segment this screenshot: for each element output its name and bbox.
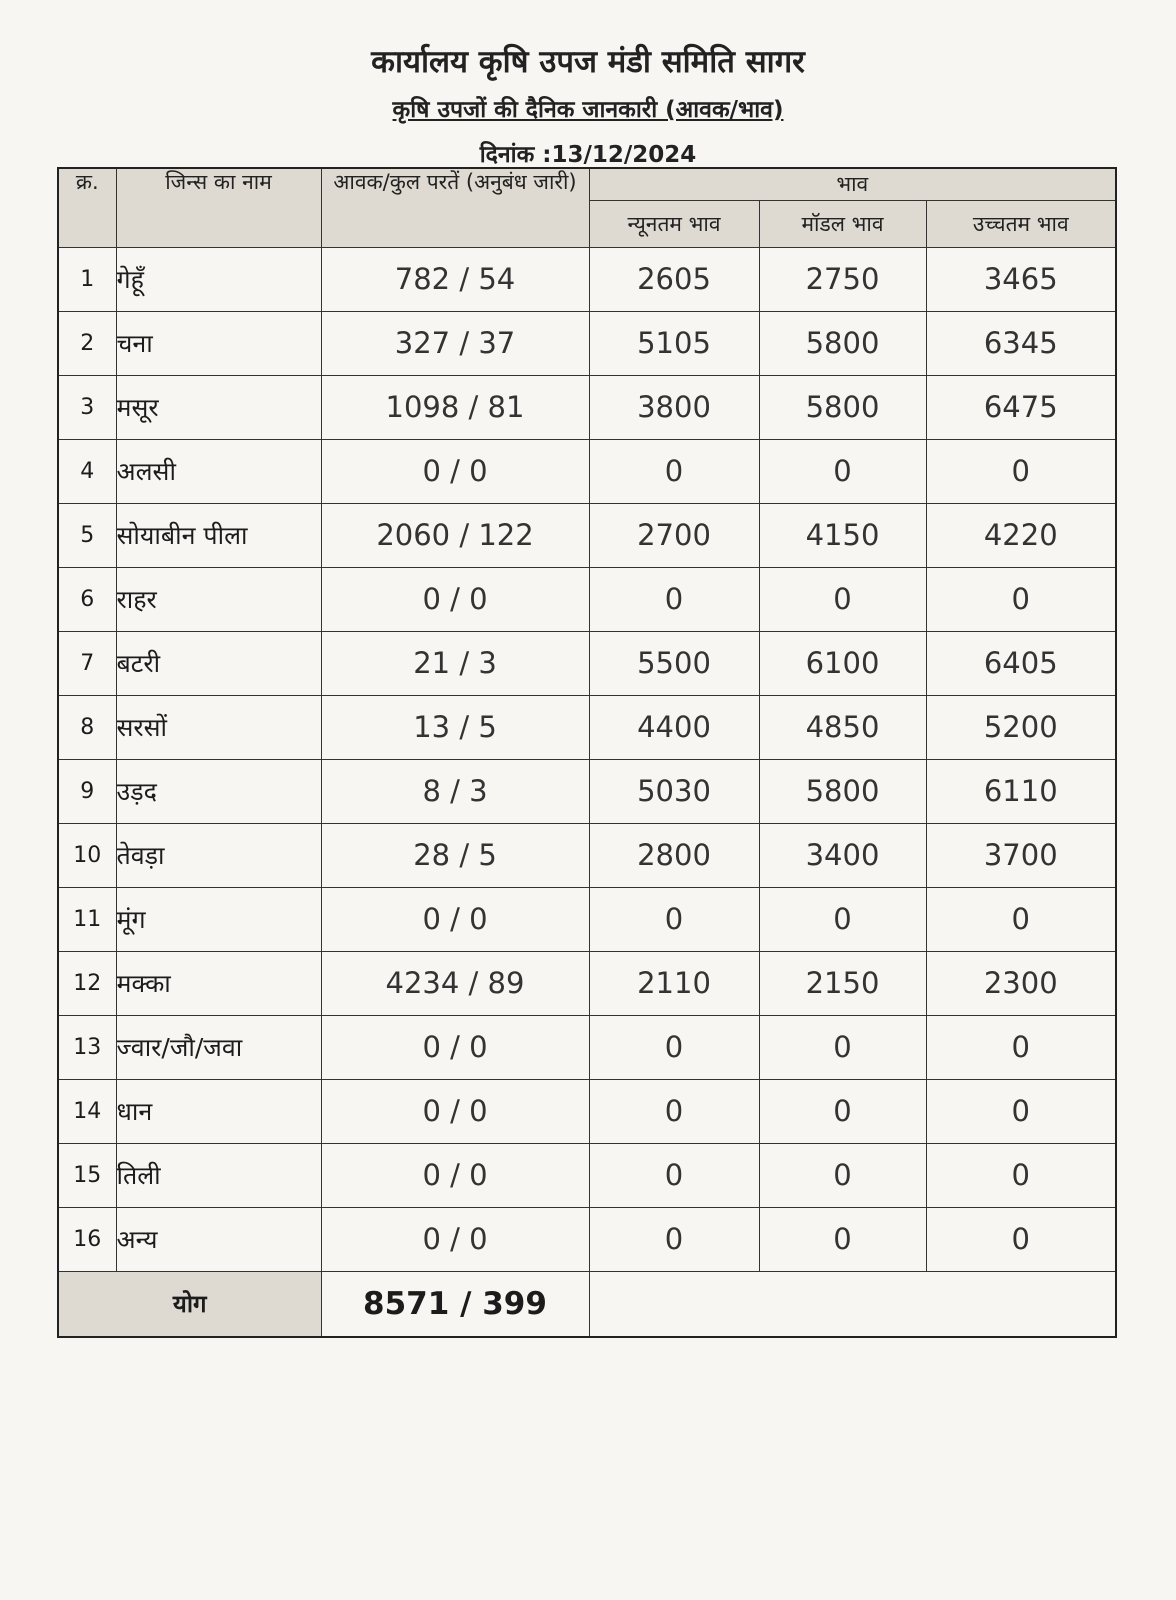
row-serial: 6 [58, 567, 116, 631]
row-arrival: 0 / 0 [321, 1143, 589, 1207]
row-max-price: 3700 [926, 823, 1116, 887]
row-modal-price: 0 [759, 1143, 926, 1207]
row-min-price: 2800 [589, 823, 759, 887]
row-serial: 10 [58, 823, 116, 887]
row-commodity-name: मक्का [116, 951, 321, 1015]
row-serial: 2 [58, 311, 116, 375]
row-commodity-name: गेहूँ [116, 247, 321, 311]
row-commodity-name: सरसों [116, 695, 321, 759]
table-row [58, 1079, 1116, 1143]
report-date: दिनांक :13/12/2024 [479, 142, 697, 168]
header-commodity: जिन्स का नाम [116, 168, 321, 247]
row-min-price: 0 [589, 567, 759, 631]
row-modal-price: 5800 [759, 311, 926, 375]
row-arrival: 0 / 0 [321, 1015, 589, 1079]
header-price-group: भाव [589, 168, 1116, 200]
table-row [58, 439, 1116, 503]
row-arrival: 4234 / 89 [321, 951, 589, 1015]
row-min-price: 2110 [589, 951, 759, 1015]
row-arrival: 2060 / 122 [321, 503, 589, 567]
row-arrival: 0 / 0 [321, 439, 589, 503]
row-max-price: 5200 [926, 695, 1116, 759]
row-arrival: 0 / 0 [321, 887, 589, 951]
row-arrival: 0 / 0 [321, 567, 589, 631]
total-arrival: 8571 / 399 [321, 1271, 589, 1337]
row-min-price: 0 [589, 1015, 759, 1079]
table-row [58, 823, 1116, 887]
row-min-price: 4400 [589, 695, 759, 759]
row-serial: 12 [58, 951, 116, 1015]
row-modal-price: 0 [759, 567, 926, 631]
row-commodity-name: मसूर [116, 375, 321, 439]
row-modal-price: 2750 [759, 247, 926, 311]
row-modal-price: 0 [759, 1207, 926, 1271]
header-serial: क्र. [58, 168, 116, 247]
total-label: योग [58, 1271, 321, 1337]
row-min-price: 5105 [589, 311, 759, 375]
row-max-price: 0 [926, 1143, 1116, 1207]
table-row [58, 567, 1116, 631]
row-min-price: 2605 [589, 247, 759, 311]
row-serial: 4 [58, 439, 116, 503]
row-max-price: 6345 [926, 311, 1116, 375]
total-blank-cell [589, 1271, 1116, 1337]
header-max-price: उच्चतम भाव [926, 200, 1116, 247]
row-max-price: 3465 [926, 247, 1116, 311]
row-commodity-name: बटरी [116, 631, 321, 695]
commodity-rates-table [57, 167, 1117, 1338]
row-commodity-name: धान [116, 1079, 321, 1143]
row-min-price: 2700 [589, 503, 759, 567]
row-serial: 13 [58, 1015, 116, 1079]
table-row [58, 951, 1116, 1015]
row-commodity-name: उड़द [116, 759, 321, 823]
row-commodity-name: राहर [116, 567, 321, 631]
row-serial: 9 [58, 759, 116, 823]
row-min-price: 0 [589, 1207, 759, 1271]
row-min-price: 0 [589, 439, 759, 503]
row-min-price: 5030 [589, 759, 759, 823]
row-modal-price: 5800 [759, 759, 926, 823]
table-row [58, 1143, 1116, 1207]
row-modal-price: 2150 [759, 951, 926, 1015]
table-row [58, 759, 1116, 823]
row-serial: 16 [58, 1207, 116, 1271]
row-min-price: 0 [589, 1143, 759, 1207]
row-max-price: 6405 [926, 631, 1116, 695]
total-row [58, 1271, 1116, 1337]
row-arrival: 1098 / 81 [321, 375, 589, 439]
row-modal-price: 4150 [759, 503, 926, 567]
row-modal-price: 0 [759, 1079, 926, 1143]
row-arrival: 0 / 0 [321, 1079, 589, 1143]
row-arrival: 13 / 5 [321, 695, 589, 759]
table-row [58, 247, 1116, 311]
row-max-price: 0 [926, 1015, 1116, 1079]
table-row [58, 631, 1116, 695]
row-serial: 5 [58, 503, 116, 567]
row-max-price: 0 [926, 567, 1116, 631]
row-serial: 11 [58, 887, 116, 951]
row-modal-price: 0 [759, 439, 926, 503]
row-commodity-name: सोयाबीन पीला [116, 503, 321, 567]
header-min-price: न्यूनतम भाव [589, 200, 759, 247]
row-arrival: 8 / 3 [321, 759, 589, 823]
table-row [58, 695, 1116, 759]
row-commodity-name: मूंग [116, 887, 321, 951]
table-row [58, 375, 1116, 439]
header-modal-price: मॉडल भाव [759, 200, 926, 247]
table-row [58, 311, 1116, 375]
row-modal-price: 4850 [759, 695, 926, 759]
row-commodity-name: तिली [116, 1143, 321, 1207]
row-max-price: 6475 [926, 375, 1116, 439]
row-serial: 15 [58, 1143, 116, 1207]
table-row [58, 1015, 1116, 1079]
row-commodity-name: तेवड़ा [116, 823, 321, 887]
row-arrival: 28 / 5 [321, 823, 589, 887]
row-max-price: 0 [926, 887, 1116, 951]
table-row [58, 887, 1116, 951]
report-subtitle: कृषि उपजों की दैनिक जानकारी (आवक/भाव) [392, 97, 784, 123]
row-arrival: 21 / 3 [321, 631, 589, 695]
row-serial: 3 [58, 375, 116, 439]
row-arrival: 0 / 0 [321, 1207, 589, 1271]
row-commodity-name: ज्वार/जौ/जवा [116, 1015, 321, 1079]
row-serial: 14 [58, 1079, 116, 1143]
row-min-price: 3800 [589, 375, 759, 439]
row-max-price: 2300 [926, 951, 1116, 1015]
row-commodity-name: चना [116, 311, 321, 375]
header-arrival: आवक/कुल परतें (अनुबंध जारी) [321, 168, 589, 247]
row-commodity-name: अन्य [116, 1207, 321, 1271]
row-modal-price: 3400 [759, 823, 926, 887]
row-serial: 7 [58, 631, 116, 695]
table-row [58, 1207, 1116, 1271]
row-max-price: 4220 [926, 503, 1116, 567]
row-arrival: 782 / 54 [321, 247, 589, 311]
row-min-price: 0 [589, 1079, 759, 1143]
row-min-price: 5500 [589, 631, 759, 695]
row-max-price: 0 [926, 439, 1116, 503]
row-max-price: 0 [926, 1207, 1116, 1271]
row-serial: 8 [58, 695, 116, 759]
table-body [58, 247, 1116, 1271]
row-modal-price: 0 [759, 887, 926, 951]
row-max-price: 6110 [926, 759, 1116, 823]
row-modal-price: 6100 [759, 631, 926, 695]
row-modal-price: 0 [759, 1015, 926, 1079]
row-arrival: 327 / 37 [321, 311, 589, 375]
row-max-price: 0 [926, 1079, 1116, 1143]
row-min-price: 0 [589, 887, 759, 951]
table-row [58, 503, 1116, 567]
office-title: कार्यालय कृषि उपज मंडी समिति सागर [371, 44, 805, 80]
row-serial: 1 [58, 247, 116, 311]
row-modal-price: 5800 [759, 375, 926, 439]
row-commodity-name: अलसी [116, 439, 321, 503]
